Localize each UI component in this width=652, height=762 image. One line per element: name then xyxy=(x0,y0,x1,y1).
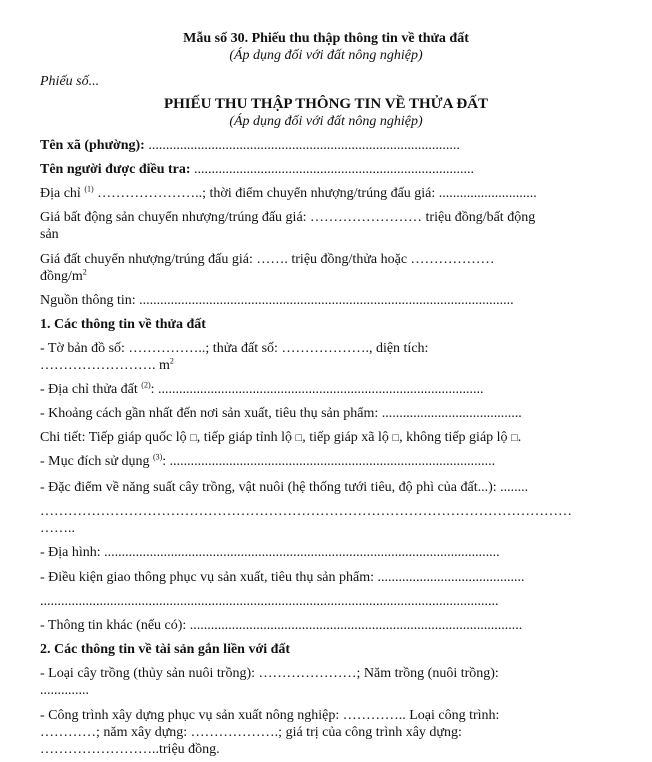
address-line xyxy=(40,185,622,202)
price-land-unit: đồng/m xyxy=(40,269,83,284)
price-property-line2: sản xyxy=(40,227,59,242)
area-sup: 2 xyxy=(169,356,174,366)
detail-provincial: , tiếp giáp tỉnh lộ xyxy=(196,430,293,445)
detail-commune: , tiếp giáp xã lộ xyxy=(302,430,389,445)
building-line2: …………; năm xây dựng: ……………….; giá trị của công trình xây dựng: xyxy=(40,725,462,740)
source-label: Nguồn thông tin: xyxy=(40,293,136,308)
price-land-sup: 2 xyxy=(82,267,87,277)
detail-national: Chi tiết: Tiếp giáp quốc lộ xyxy=(40,430,187,445)
form-subtitle: (Áp dụng đối với đất nông nghiệp) xyxy=(229,48,423,63)
detail-end: . xyxy=(517,430,522,445)
person-fill: ................................................................................ xyxy=(190,162,475,177)
main-title: PHIẾU THU THẬP THÔNG TIN VỀ THỬA ĐẤT xyxy=(163,96,489,112)
commune-fill: ......................................................................................... xyxy=(144,138,460,153)
building-line3: ……………………..triệu đồng. xyxy=(40,742,220,757)
crop-line2: .............. xyxy=(40,683,89,698)
no-road-checkbox[interactable]: □ xyxy=(511,432,518,444)
traffic-line2: ................................................................................................................................... xyxy=(40,594,499,609)
address-note: (1) xyxy=(84,184,94,194)
other-info-line: - Thông tin khác (nếu có): ............................................................................................... xyxy=(40,618,523,633)
person-label: Tên người được điều tra: xyxy=(40,162,191,177)
purpose-line xyxy=(40,453,622,470)
provincial-road-checkbox[interactable]: □ xyxy=(295,432,303,444)
map-line2 xyxy=(40,357,622,374)
address-rest: …………………..; thời điểm chuyển nhượng/trúng đấu giá: ............................ xyxy=(93,186,537,201)
address-label: Địa chỉ xyxy=(40,186,81,201)
source-line xyxy=(40,292,622,309)
parcel-address-fill: : ............................................................................................. xyxy=(150,382,484,397)
section1-heading: 1. Các thông tin về thửa đất xyxy=(40,317,206,332)
map-line1: - Tờ bản đồ số: ……………..; thửa đất số: ………………., diện tích: xyxy=(40,341,429,356)
main-subtitle: (Áp dụng đối với đất nông nghiệp) xyxy=(229,114,423,129)
commune-road-checkbox[interactable]: □ xyxy=(392,432,400,444)
distance-line: - Khoảng cách gần nhất đến nơi sản xuất, tiêu thụ sản phẩm: ........................................ xyxy=(40,406,522,421)
purpose-note: (3) xyxy=(152,452,163,462)
area-fill: ……………………. m xyxy=(40,358,170,373)
building-line1: - Công trình xây dựng phục vụ sản xuất nông nghiệp: ………….. Loại công trình: xyxy=(40,708,500,723)
purpose-label: - Mục đích sử dụng xyxy=(40,454,150,469)
features-line3: …….. xyxy=(40,521,75,536)
commune-label: Tên xã (phường): xyxy=(40,138,145,153)
commune-line xyxy=(40,137,622,154)
parcel-address-note: (2) xyxy=(141,380,151,390)
price-property-line1: Giá bất động sản chuyển nhượng/trúng đấu giá: …………………… triệu đồng/bất động xyxy=(40,210,536,225)
purpose-fill: : ............................................................................................. xyxy=(162,454,496,469)
traffic-line1: - Điều kiện giao thông phục vụ sản xuất, tiêu thụ sản phẩm: .......................................... xyxy=(40,570,525,585)
section2-heading: 2. Các thông tin về tài sản gắn liền với đất xyxy=(40,642,291,657)
crop-line1: - Loại cây trồng (thủy sản nuôi trồng): …………………; Năm trồng (nuôi trồng): xyxy=(40,666,499,681)
price-land-line2 xyxy=(40,268,622,285)
ticket-number: Phiếu số... xyxy=(40,74,100,89)
detail-line xyxy=(40,429,622,447)
form-title: Mẫu số 30. Phiếu thu thập thông tin về thửa đất xyxy=(183,31,469,46)
national-road-checkbox[interactable]: □ xyxy=(190,432,197,444)
features-line1: - Đặc điểm về năng suất cây trồng, vật nuôi (hệ thống tưới tiêu, độ phì của đất...): ........ xyxy=(40,480,529,495)
features-line2: …………………………………………………………………………………………………… xyxy=(40,504,572,519)
terrain-line: - Địa hình: ................................................................................................................. xyxy=(40,545,500,560)
detail-none: , không tiếp giáp lộ xyxy=(399,430,508,445)
person-line xyxy=(40,161,622,178)
source-fill: ........................................................................................................... xyxy=(135,293,514,308)
parcel-address-line xyxy=(40,381,622,398)
parcel-address-label: - Địa chỉ thửa đất xyxy=(40,382,138,397)
price-land-line1: Giá đất chuyển nhượng/trúng đấu giá: ……. triệu đồng/thửa hoặc ……………… xyxy=(40,252,495,267)
